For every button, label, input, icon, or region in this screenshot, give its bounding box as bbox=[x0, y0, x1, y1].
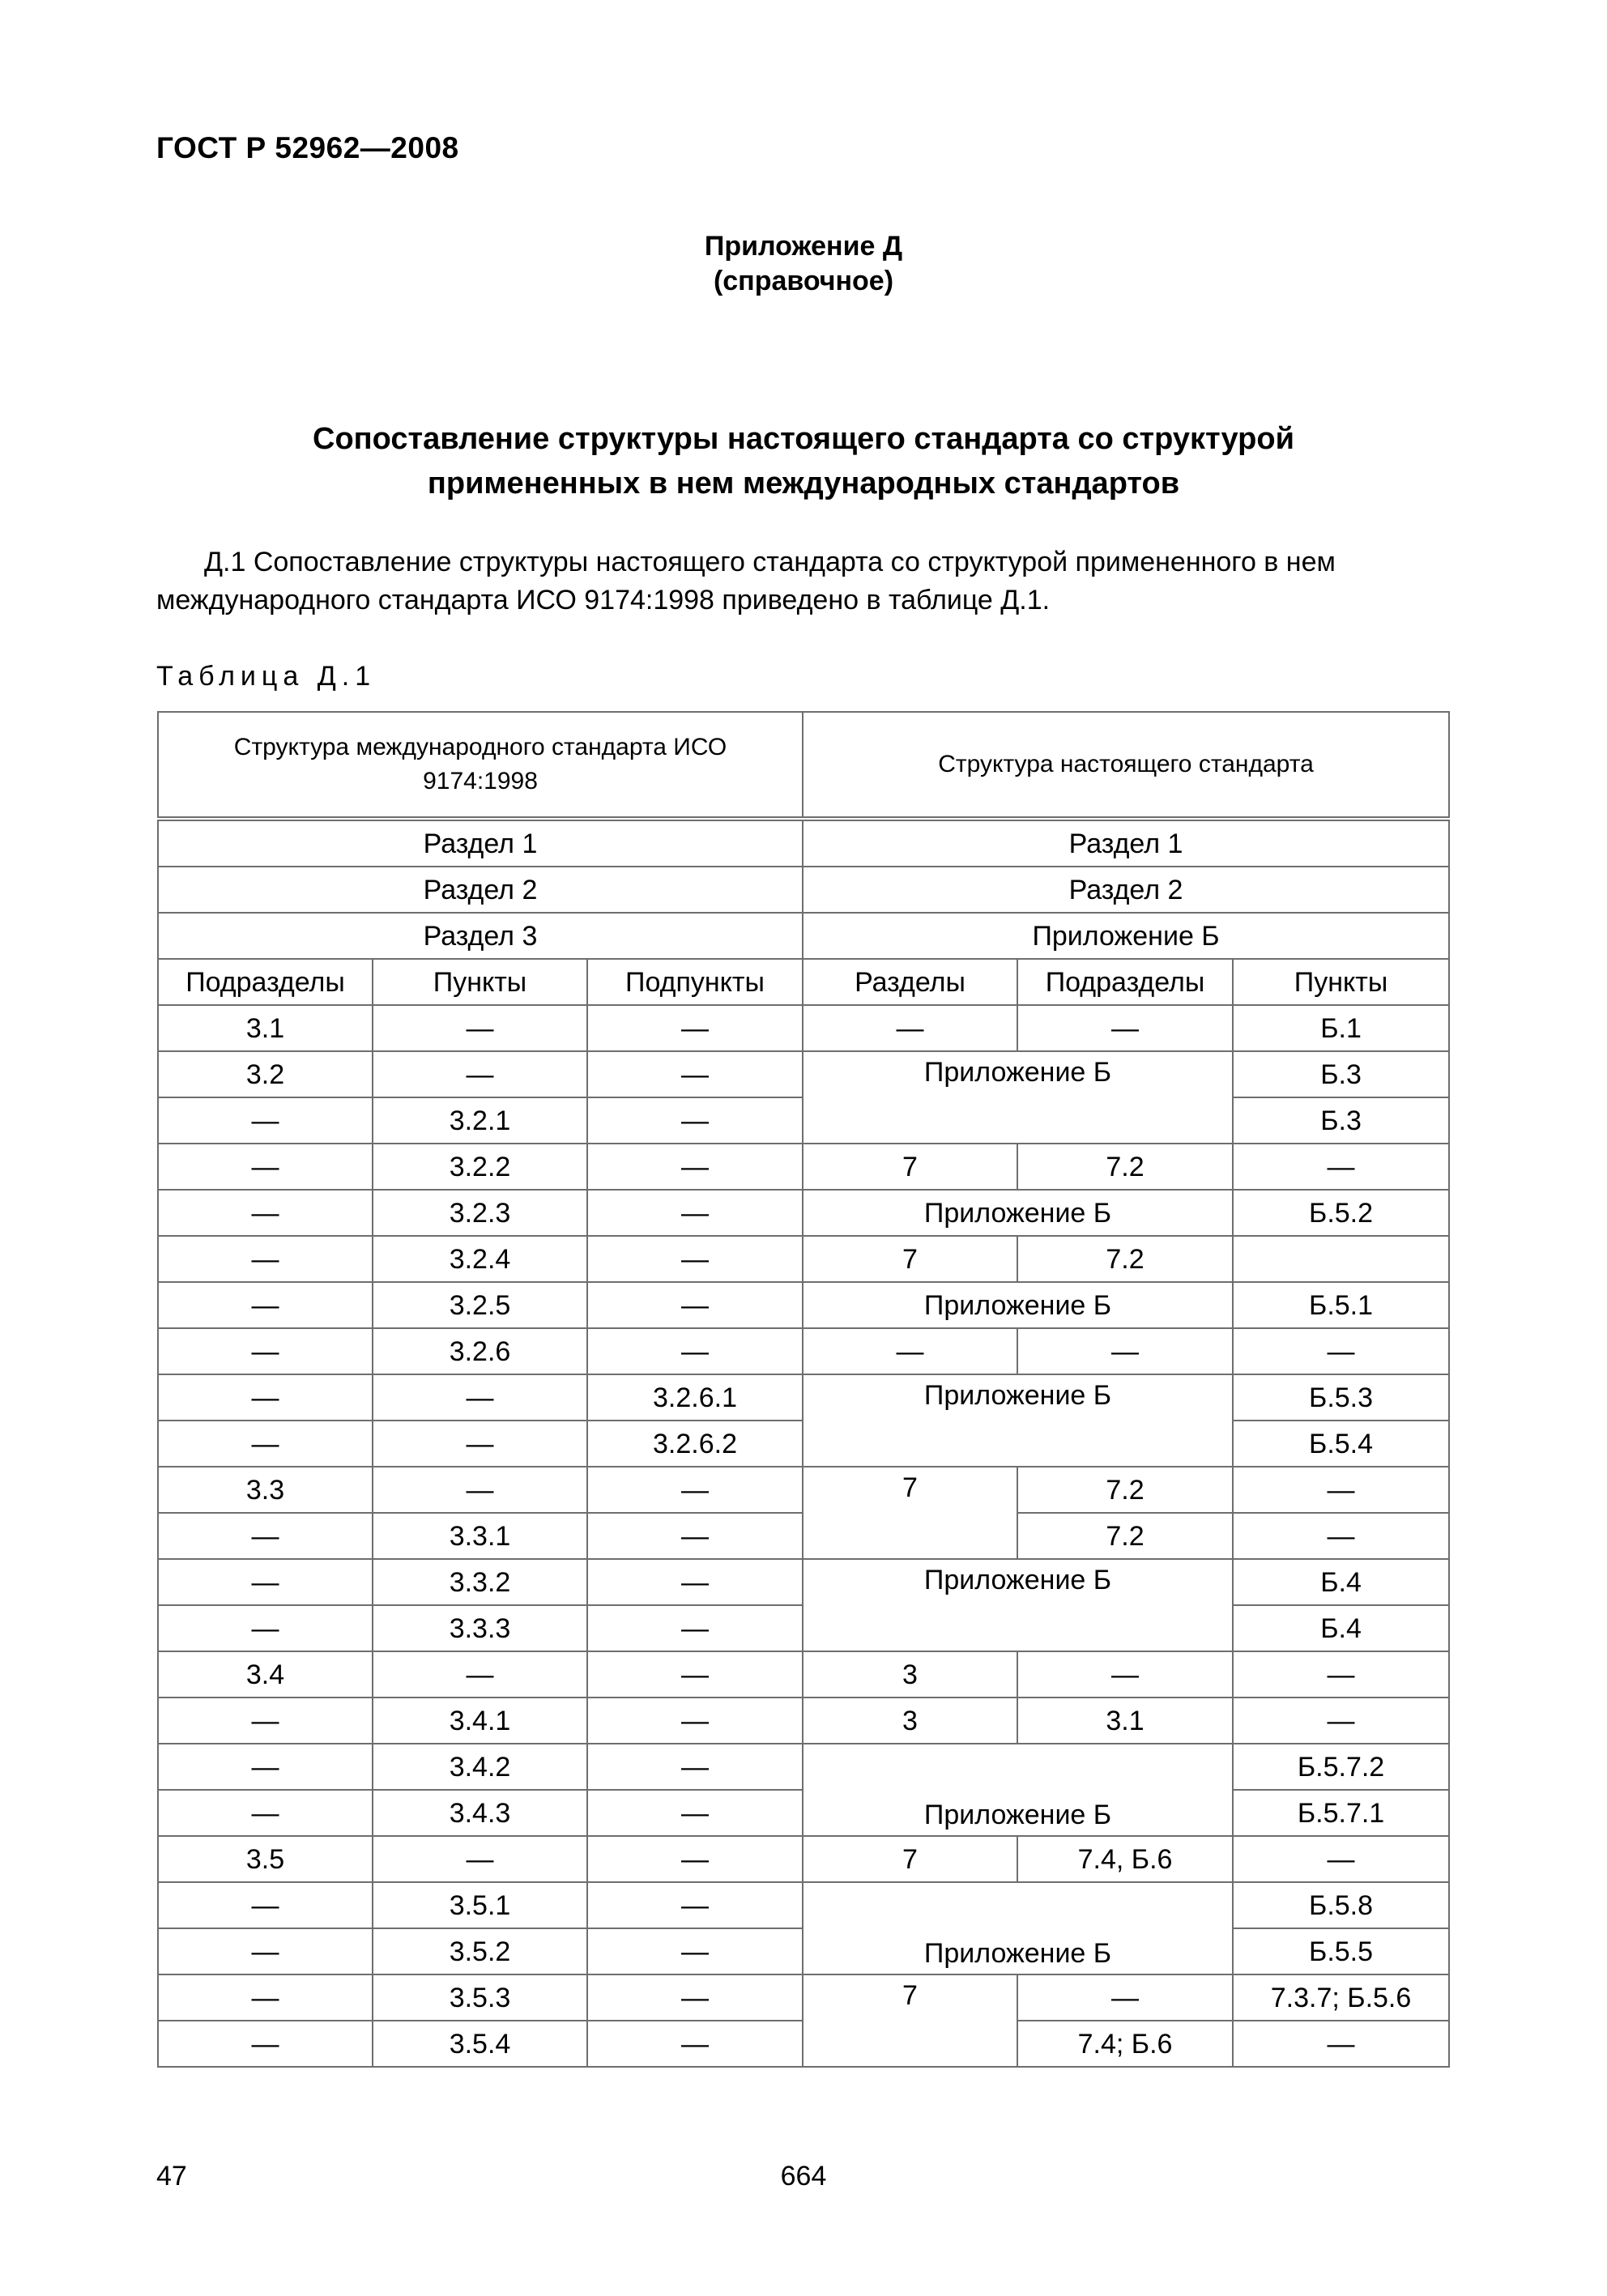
table-row bbox=[158, 1882, 1449, 1928]
table-cell: Б.4 bbox=[1233, 1605, 1449, 1651]
table-row bbox=[158, 1005, 1449, 1051]
table-cell: 3.2.4 bbox=[373, 1236, 587, 1282]
document-code: ГОСТ Р 52962—2008 bbox=[156, 131, 459, 164]
table-row bbox=[158, 1051, 1449, 1097]
table-cell: — bbox=[1233, 1144, 1449, 1190]
table-cell: — bbox=[1233, 1467, 1449, 1513]
table-cell: Приложение Б bbox=[803, 1374, 1233, 1467]
table-cell: 3.3 bbox=[158, 1467, 373, 1513]
table-cell: — bbox=[587, 1097, 803, 1144]
table-cell: 3.2.6.2 bbox=[587, 1421, 803, 1467]
table-cell: — bbox=[158, 1144, 373, 1190]
table-cell: — bbox=[158, 1236, 373, 1282]
table-row bbox=[158, 1744, 1449, 1790]
column-header: Подразделы bbox=[158, 959, 373, 1005]
table-cell: — bbox=[158, 1190, 373, 1236]
table-cell: Приложение Б bbox=[803, 1190, 1233, 1236]
table-cell: — bbox=[803, 1328, 1017, 1374]
table-cell: 3.5 bbox=[158, 1836, 373, 1882]
table-cell: — bbox=[373, 1051, 587, 1097]
table-cell: — bbox=[587, 2021, 803, 2067]
table-cell: — bbox=[587, 1467, 803, 1513]
table-cell: — bbox=[158, 1605, 373, 1651]
page-number-left: 47 bbox=[156, 2161, 187, 2192]
table-cell: Раздел 1 bbox=[158, 819, 803, 867]
column-header: Подразделы bbox=[1017, 959, 1233, 1005]
table-cell: Приложение Б bbox=[803, 1051, 1233, 1144]
table-cell: — bbox=[587, 1836, 803, 1882]
table-cell: 7.2 bbox=[1017, 1144, 1233, 1190]
table-cell: — bbox=[587, 1974, 803, 2021]
table-cell: — bbox=[803, 1005, 1017, 1051]
table-cell: — bbox=[587, 1005, 803, 1051]
table-row bbox=[158, 1974, 1449, 2021]
table-cell: — bbox=[587, 1698, 803, 1744]
table-cell: Раздел 2 bbox=[158, 867, 803, 913]
table-cell: — bbox=[1017, 1328, 1233, 1374]
table-cell: 3.2.1 bbox=[373, 1097, 587, 1144]
table-cell: 7.2 bbox=[1017, 1236, 1233, 1282]
table-cell: Б.5.8 bbox=[1233, 1882, 1449, 1928]
table-cell: — bbox=[373, 1374, 587, 1421]
table-cell: — bbox=[1017, 1974, 1233, 2021]
table-cell: Раздел 1 bbox=[803, 819, 1449, 867]
table-cell: — bbox=[587, 1513, 803, 1559]
table-cell: — bbox=[373, 1467, 587, 1513]
table-row bbox=[158, 1374, 1449, 1421]
table-cell: — bbox=[587, 1236, 803, 1282]
table-cell: — bbox=[587, 1559, 803, 1605]
table-cell: — bbox=[158, 2021, 373, 2067]
table-cell: — bbox=[373, 1651, 587, 1698]
table-cell: — bbox=[587, 1282, 803, 1328]
column-header: Подпункты bbox=[587, 959, 803, 1005]
intro-paragraph-line-1: Д.1 Сопоставление структуры настоящего стандарта со структурой примененного в нем bbox=[204, 547, 1336, 577]
table-cell: — bbox=[1233, 1698, 1449, 1744]
table-cell: 3.2.3 bbox=[373, 1190, 587, 1236]
table-cell: — bbox=[158, 1374, 373, 1421]
table-cell: 7 bbox=[803, 1144, 1017, 1190]
table-row bbox=[158, 1836, 1449, 1882]
table-cell: — bbox=[1233, 1328, 1449, 1374]
column-header-row bbox=[158, 959, 1449, 1005]
table-cell: — bbox=[158, 1097, 373, 1144]
header-this-standard: Структура настоящего стандарта bbox=[803, 712, 1449, 819]
table-cell: Раздел 2 bbox=[803, 867, 1449, 913]
table-cell: 7 bbox=[803, 1236, 1017, 1282]
table-cell: — bbox=[158, 1513, 373, 1559]
table-row bbox=[158, 1698, 1449, 1744]
table-cell: Б.3 bbox=[1233, 1051, 1449, 1097]
table-row bbox=[158, 1282, 1449, 1328]
table-cell: — bbox=[158, 1421, 373, 1467]
table-cell: — bbox=[587, 1928, 803, 1974]
table-cell: 3.4.2 bbox=[373, 1744, 587, 1790]
table-cell: Б.5.3 bbox=[1233, 1374, 1449, 1421]
table-cell: Б.3 bbox=[1233, 1097, 1449, 1144]
table-cell: Приложение Б bbox=[803, 913, 1449, 959]
section-row bbox=[158, 867, 1449, 913]
table-cell: 7 bbox=[803, 1836, 1017, 1882]
table-cell: 3 bbox=[803, 1651, 1017, 1698]
table-cell: 3.1 bbox=[158, 1005, 373, 1051]
table-cell: — bbox=[587, 1744, 803, 1790]
table-cell: — bbox=[1017, 1005, 1233, 1051]
table-cell: 7 bbox=[803, 1974, 1017, 2067]
table-cell: — bbox=[587, 1651, 803, 1698]
table-cell: 3.3.2 bbox=[373, 1559, 587, 1605]
table-row bbox=[158, 1328, 1449, 1374]
table-cell: Б.5.5 bbox=[1233, 1928, 1449, 1974]
table-cell: — bbox=[587, 1605, 803, 1651]
table-cell: Б.5.1 bbox=[1233, 1282, 1449, 1328]
table-cell: 3.4.1 bbox=[373, 1698, 587, 1744]
table-cell: 7.2 bbox=[1017, 1513, 1233, 1559]
table-cell: — bbox=[158, 1790, 373, 1836]
table-cell: 3.2.6.1 bbox=[587, 1374, 803, 1421]
table-cell: — bbox=[587, 1882, 803, 1928]
table-cell: Б.4 bbox=[1233, 1559, 1449, 1605]
table-caption: Таблица Д.1 bbox=[156, 661, 377, 692]
table-cell: 3.4.3 bbox=[373, 1790, 587, 1836]
table-cell: Б.1 bbox=[1233, 1005, 1449, 1051]
table-cell: 3.2 bbox=[158, 1051, 373, 1097]
appendix-title: Приложение Д bbox=[704, 231, 903, 262]
table-cell: Приложение Б bbox=[803, 1744, 1233, 1836]
table-row bbox=[158, 1651, 1449, 1698]
table-row bbox=[158, 1467, 1449, 1513]
table-cell: 3.1 bbox=[1017, 1698, 1233, 1744]
section-row bbox=[158, 819, 1449, 867]
table-cell: 7.4, Б.6 bbox=[1017, 1836, 1233, 1882]
heading-line-1: Сопоставление структуры настоящего стандарта со структурой bbox=[313, 422, 1294, 456]
intro-paragraph-line-2: международного стандарта ИСО 9174:1998 приведено в таблице Д.1. bbox=[156, 585, 1051, 616]
table-cell: — bbox=[587, 1144, 803, 1190]
table-cell: — bbox=[158, 1698, 373, 1744]
table-cell: 7.4; Б.6 bbox=[1017, 2021, 1233, 2067]
table-cell: Б.5.4 bbox=[1233, 1421, 1449, 1467]
table-cell: — bbox=[1017, 1651, 1233, 1698]
table-cell: — bbox=[587, 1790, 803, 1836]
structure-table bbox=[157, 711, 1450, 2068]
table-cell: 3.5.2 bbox=[373, 1928, 587, 1974]
table-row bbox=[158, 1236, 1449, 1282]
table-cell: Приложение Б bbox=[803, 1282, 1233, 1328]
table-cell: Раздел 3 bbox=[158, 913, 803, 959]
table-cell: 3.3.1 bbox=[373, 1513, 587, 1559]
table-cell: Б.5.7.1 bbox=[1233, 1790, 1449, 1836]
table-cell: Приложение Б bbox=[803, 1882, 1233, 1974]
table-cell: — bbox=[158, 1744, 373, 1790]
table-cell: — bbox=[1233, 2021, 1449, 2067]
table-cell: — bbox=[158, 1282, 373, 1328]
table-cell: — bbox=[587, 1051, 803, 1097]
table-cell: — bbox=[1233, 1836, 1449, 1882]
table-cell: — bbox=[373, 1005, 587, 1051]
header-iso-structure: Структура международного стандарта ИСО 9174:1998 bbox=[158, 712, 803, 819]
table-cell: 7 bbox=[803, 1467, 1017, 1559]
table-cell: 3.5.1 bbox=[373, 1882, 587, 1928]
table-cell: — bbox=[158, 1559, 373, 1605]
table-cell: — bbox=[158, 1882, 373, 1928]
table-cell: — bbox=[158, 1974, 373, 2021]
column-header: Пункты bbox=[373, 959, 587, 1005]
column-header: Разделы bbox=[803, 959, 1017, 1005]
table-cell: — bbox=[373, 1836, 587, 1882]
table-cell: — bbox=[1233, 1651, 1449, 1698]
table-row bbox=[158, 1559, 1449, 1605]
table-cell: — bbox=[373, 1421, 587, 1467]
table-cell: — bbox=[158, 1328, 373, 1374]
heading-line-2: примененных в нем международных стандартов bbox=[427, 466, 1180, 501]
page-number-center: 664 bbox=[780, 2161, 827, 2192]
table-cell: Приложение Б bbox=[803, 1559, 1233, 1651]
table-cell: 3.5.3 bbox=[373, 1974, 587, 2021]
table-cell: — bbox=[587, 1190, 803, 1236]
table-cell bbox=[1233, 1236, 1449, 1282]
table-cell: 3 bbox=[803, 1698, 1017, 1744]
comparison-table bbox=[157, 711, 1450, 2068]
table-cell: Б.5.7.2 bbox=[1233, 1744, 1449, 1790]
table-cell: — bbox=[1233, 1513, 1449, 1559]
table-header-row bbox=[158, 712, 1449, 819]
table-cell: 3.5.4 bbox=[373, 2021, 587, 2067]
appendix-status: (справочное) bbox=[713, 266, 894, 296]
table-cell: 7.2 bbox=[1017, 1467, 1233, 1513]
table-cell: Б.5.2 bbox=[1233, 1190, 1449, 1236]
column-header: Пункты bbox=[1233, 959, 1449, 1005]
table-cell: 7.3.7; Б.5.6 bbox=[1233, 1974, 1449, 2021]
table-cell: 3.2.2 bbox=[373, 1144, 587, 1190]
table-cell: — bbox=[158, 1928, 373, 1974]
table-cell: 3.3.3 bbox=[373, 1605, 587, 1651]
table-cell: — bbox=[587, 1328, 803, 1374]
table-row bbox=[158, 1144, 1449, 1190]
table-row bbox=[158, 1190, 1449, 1236]
section-row bbox=[158, 913, 1449, 959]
table-cell: 3.2.6 bbox=[373, 1328, 587, 1374]
table-cell: 3.2.5 bbox=[373, 1282, 587, 1328]
table-cell: 3.4 bbox=[158, 1651, 373, 1698]
